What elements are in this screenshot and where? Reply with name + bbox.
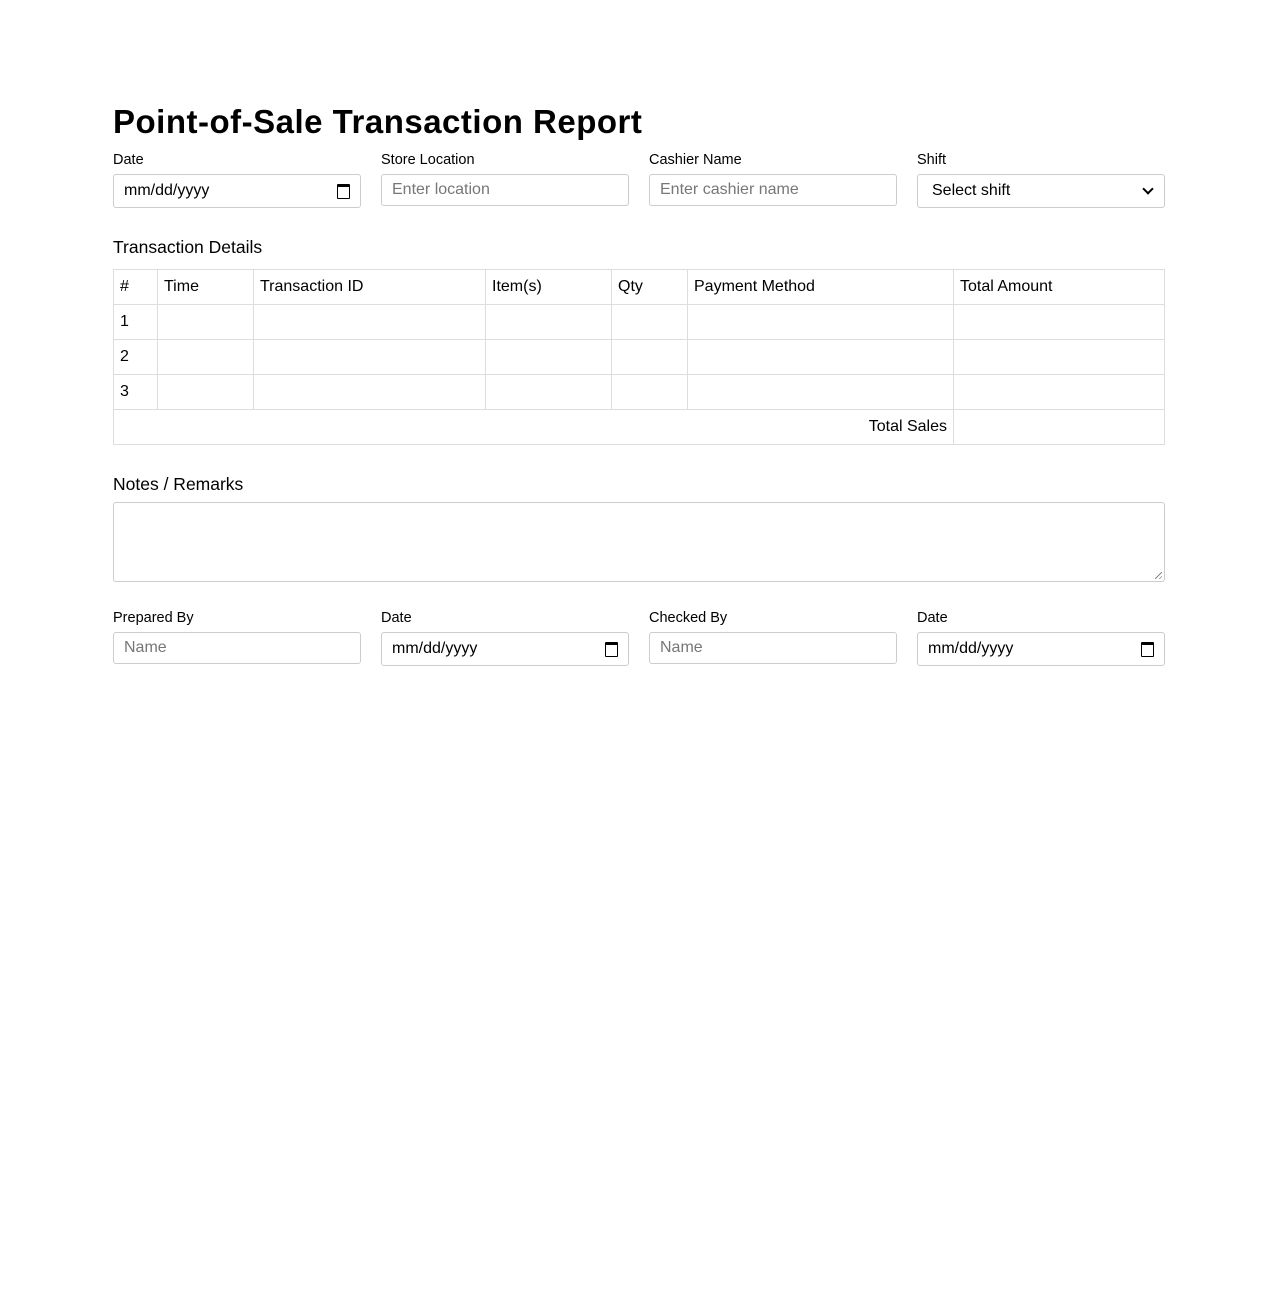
transaction-details-heading: Transaction Details [113,237,263,257]
checked-by-input[interactable] [649,632,897,664]
cell-total-amount[interactable] [954,340,1165,375]
cell-qty[interactable] [612,375,688,410]
resize-handle-icon[interactable] [1155,572,1162,579]
checked-by-label: Checked By [649,610,728,626]
prepared-date-input[interactable] [381,632,629,666]
checked-date-label: Date [917,610,948,626]
transactions-table [113,269,1165,445]
col-transaction-id: Transaction ID [254,270,486,305]
col-time: Time [158,270,254,305]
checked-by-placeholder: Name [660,639,703,656]
cell-items[interactable] [486,340,612,375]
date-label: Date [113,152,144,168]
date-value: mm/dd/yyyy [124,182,210,199]
date-input[interactable] [113,174,361,208]
cell-items[interactable] [486,375,612,410]
checked-date-value: mm/dd/yyyy [928,640,1014,657]
prepared-date-label: Date [381,610,412,626]
cell-total-amount[interactable] [954,375,1165,410]
prepared-by-field [113,611,361,666]
cell-transaction-id[interactable] [254,340,486,375]
cashier-name-input[interactable] [649,174,897,206]
row-number: 2 [114,340,158,375]
notes-heading: Notes / Remarks [113,474,244,494]
page-title: Point-of-Sale Transaction Report [113,103,643,140]
calendar-icon[interactable] [605,642,618,657]
cell-qty[interactable] [612,305,688,340]
cell-time[interactable] [158,375,254,410]
total-row [114,410,1165,445]
cell-items[interactable] [486,305,612,340]
store-location-placeholder: Enter location [392,181,490,198]
date-field [113,153,361,208]
cell-total-amount[interactable] [954,305,1165,340]
prepared-date-value: mm/dd/yyyy [392,640,478,657]
store-location-input[interactable] [381,174,629,206]
col-payment-method: Payment Method [688,270,954,305]
checked-date-field [917,611,1165,666]
header-fields [113,153,1165,208]
row-number: 3 [114,375,158,410]
cell-qty[interactable] [612,340,688,375]
checked-date-input[interactable] [917,632,1165,666]
row-number: 1 [114,305,158,340]
signoff-fields [113,611,1165,666]
cell-time[interactable] [158,340,254,375]
chevron-down-icon [1142,183,1153,194]
cell-payment-method[interactable] [688,375,954,410]
shift-label: Shift [917,152,947,168]
cashier-name-label: Cashier Name [649,152,742,168]
store-location-label: Store Location [381,152,475,168]
store-location-field [381,153,629,208]
prepared-date-field [381,611,629,666]
checked-by-field [649,611,897,666]
col-total-amount: Total Amount [954,270,1165,305]
table-header-row [114,270,1165,305]
total-sales-value[interactable] [954,410,1165,445]
shift-value: Select shift [932,182,1011,199]
cell-payment-method[interactable] [688,340,954,375]
cashier-name-field [649,153,897,208]
calendar-icon[interactable] [337,184,350,199]
col-number: # [114,270,158,305]
cashier-name-placeholder: Enter cashier name [660,181,799,198]
cell-transaction-id[interactable] [254,375,486,410]
prepared-by-placeholder: Name [124,639,167,656]
calendar-icon[interactable] [1141,642,1154,657]
cell-transaction-id[interactable] [254,305,486,340]
table-row [114,305,1165,340]
col-qty: Qty [612,270,688,305]
shift-field [917,153,1165,208]
cell-time[interactable] [158,305,254,340]
shift-select[interactable] [917,174,1165,208]
table-row [114,375,1165,410]
cell-payment-method[interactable] [688,305,954,340]
table-row [114,340,1165,375]
col-items: Item(s) [486,270,612,305]
prepared-by-label: Prepared By [113,610,194,626]
notes-textarea[interactable] [113,502,1165,582]
total-sales-label: Total Sales [114,410,954,445]
prepared-by-input[interactable] [113,632,361,664]
